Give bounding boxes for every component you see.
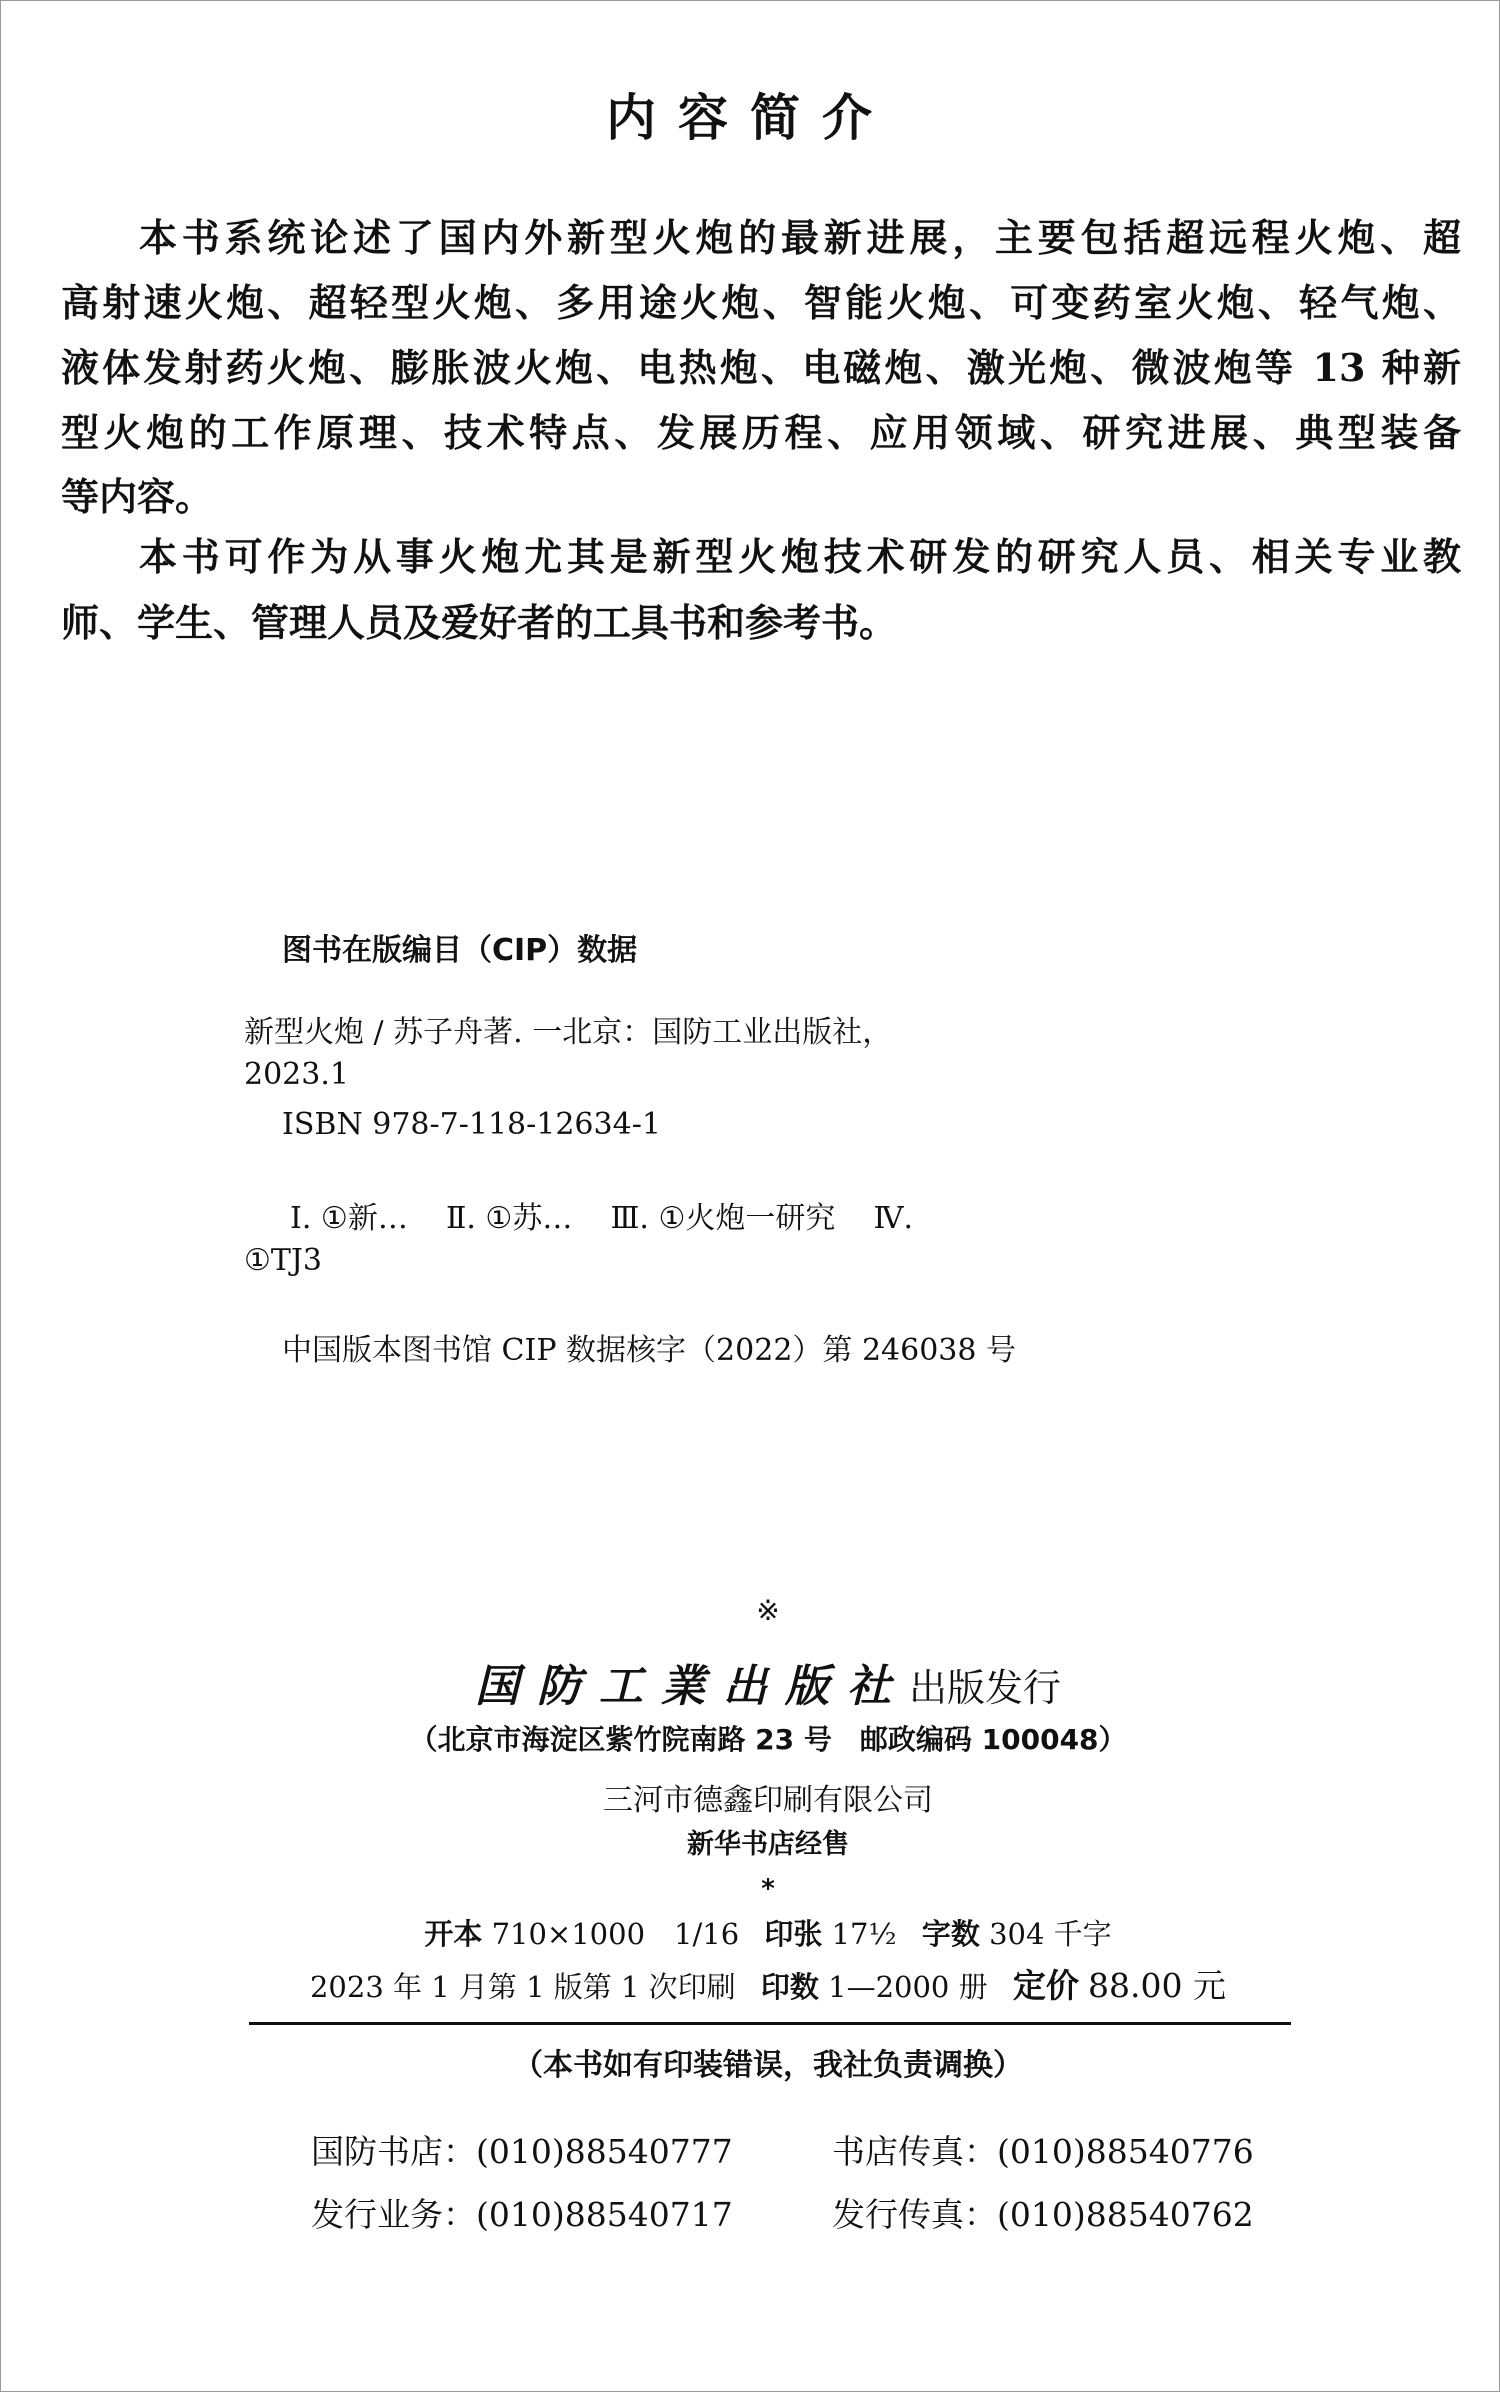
contact-phone: (010)88540776: [997, 2132, 1254, 2171]
intro-line: 液体发射药火炮、膨胀波火炮、电热炮、电磁炮、激光炮、微波炮等 13 种新: [61, 345, 1461, 390]
contact-phone: (010)88540762: [997, 2195, 1254, 2234]
sheets-label: 印张: [764, 1917, 823, 1951]
publisher-line: [268, 1650, 1268, 1714]
publisher-address: （北京市海淀区紫竹院南路 23 号 邮政编码 100048）: [409, 1723, 1127, 1756]
intro-line: 高射速火炮、超轻型火炮、多用途火炮、智能火炮、可变药室火炮、轻气炮、: [61, 280, 1461, 325]
printer: 三河市德鑫印刷有限公司: [603, 1783, 933, 1818]
contact-label: 发行传真：: [832, 2195, 997, 2234]
cip-heading: 图书在版编目（CIP）数据: [282, 933, 638, 968]
contact-distribution: [311, 2189, 733, 2236]
contact-label: 国防书店：: [311, 2132, 476, 2171]
intro-line: 本书可作为从事火炮尤其是新型火炮技术研发的研究人员、相关专业教: [139, 534, 1461, 579]
contact-phone: (010)88540777: [476, 2132, 733, 2171]
divider-line: [249, 2022, 1291, 2025]
contact-bookstore-fax: [832, 2126, 1254, 2173]
intro-line: 本书系统论述了国内外新型火炮的最新进展，主要包括超远程火炮、超: [139, 215, 1461, 260]
sheets-value: 17½: [831, 1917, 897, 1951]
words-value: 304 千字: [989, 1917, 1112, 1951]
format-label: 开本: [424, 1917, 483, 1951]
contact-phone: (010)88540717: [476, 2195, 733, 2234]
cip-classification: Ⅰ. ①新… Ⅱ. ①苏… Ⅲ. ①火炮一研究 Ⅳ.: [290, 1201, 914, 1236]
separator-mark: ※: [756, 1594, 780, 1627]
price-label: 定价: [1012, 1966, 1079, 2005]
print-run-value: 1—2000 册: [828, 1970, 988, 2004]
intro-line: 等内容。: [61, 474, 214, 519]
publish-text: 出版发行: [908, 1666, 1061, 1710]
contact-label: 书店传真：: [832, 2132, 997, 2171]
words-label: 字数: [921, 1917, 980, 1951]
separator-star: *: [761, 1874, 775, 1904]
format-line: [268, 1912, 1268, 1953]
intro-line: 型火炮的工作原理、技术特点、发展历程、应用领域、研究进展、典型装备: [61, 410, 1461, 455]
cip-line: 新型火炮 / 苏子舟著. 一北京：国防工业出版社，: [244, 1015, 893, 1050]
contact-label: 发行业务：: [311, 2195, 476, 2234]
cip-classification: ①TJ3: [244, 1243, 323, 1278]
intro-line: 师、学生、管理人员及爱好者的工具书和参考书。: [61, 600, 898, 645]
edition-line: [268, 1960, 1268, 2007]
publisher-logo: 国防工業出版社: [474, 1661, 909, 1712]
format-value: 710×1000 1/16: [491, 1917, 740, 1951]
page-title: 内容简介: [606, 89, 894, 147]
replacement-notice: （本书如有印装错误，我社负责调换）: [513, 2048, 1023, 2083]
cip-record: 中国版本图书馆 CIP 数据核字（2022）第 246038 号: [282, 1333, 1017, 1368]
cip-line: 2023.1: [244, 1057, 349, 1092]
contact-distribution-fax: [832, 2189, 1254, 2236]
print-run-label: 印数: [760, 1970, 819, 2004]
price-value: 88.00 元: [1088, 1966, 1227, 2005]
contact-bookstore: [311, 2126, 733, 2173]
edition: 2023 年 1 月第 1 版第 1 次印刷: [309, 1970, 736, 2004]
distributor: 新华书店经售: [687, 1829, 849, 1860]
cip-isbn: ISBN 978-7-118-12634-1: [282, 1107, 661, 1142]
